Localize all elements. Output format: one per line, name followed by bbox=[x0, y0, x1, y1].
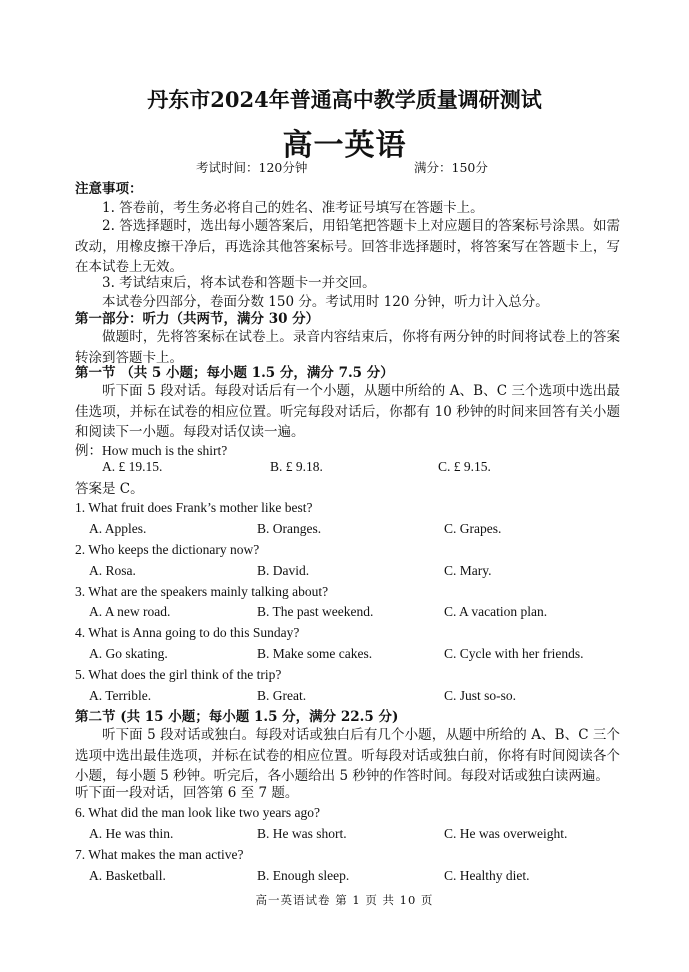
option-c: C. A vacation plan. bbox=[444, 604, 548, 619]
option-c: C. Mary. bbox=[444, 563, 492, 578]
question-text: 5. What does the girl think of the trip? bbox=[75, 667, 282, 682]
full-score: 满分：150分 bbox=[414, 160, 488, 175]
option-c: C. Cycle with her friends. bbox=[444, 646, 584, 661]
section2-heading: 第二节 (共 15 小题；每小题 1.5 分，满分 22.5 分) bbox=[75, 709, 399, 725]
section2-lead: 听下面一段对话，回答第 6 至 7 题。 bbox=[75, 785, 299, 801]
example-option-b: B. £ 9.18. bbox=[270, 459, 323, 474]
option-b: B. The past weekend. bbox=[257, 604, 374, 619]
question-text: 2. Who keeps the dictionary now? bbox=[75, 542, 260, 557]
question-text: 1. What fruit does Frank’s mother like best? bbox=[75, 500, 313, 515]
option-c: C. Healthy diet. bbox=[444, 868, 530, 883]
notice-item-1: 1. 答卷前，考生务必将自己的姓名、准考证号填写在答题卡上。 bbox=[102, 200, 484, 216]
question-text: 7. What makes the man active? bbox=[75, 847, 244, 862]
option-a: A. Go skating. bbox=[89, 646, 168, 661]
part1-instruction: 做题时，先将答案标在试卷上。录音内容结束后，你将有两分钟的时间将试卷上的答案转涂到答题卡上。 bbox=[75, 329, 620, 366]
option-a: A. A new road. bbox=[89, 604, 171, 619]
exam-title: 丹东市2024年普通高中教学质量调研测试 bbox=[147, 87, 542, 112]
example-option-c: C. £ 9.15. bbox=[438, 459, 491, 474]
option-c: C. He was overweight. bbox=[444, 826, 568, 841]
option-b: B. David. bbox=[257, 563, 310, 578]
section1-heading: 第一节 （共 5 小题；每小题 1.5 分，满分 7.5 分） bbox=[75, 365, 394, 381]
option-a: A. Terrible. bbox=[89, 688, 152, 703]
option-b: B. Make some cakes. bbox=[257, 646, 373, 661]
notice-item-2: 2. 答选择题时，选出每小题答案后，用铅笔把答题卡上对应题目的答案标号涂黑。如需改动，用橡皮擦干净后，再选涂其他答案标号。回答非选择题时，将答案写在答题卡上，写在本试卷上无效。 bbox=[75, 218, 620, 276]
option-c: C. Grapes. bbox=[444, 521, 502, 536]
option-a: A. Basketball. bbox=[89, 868, 166, 883]
question-text: 4. What is Anna going to do this Sunday? bbox=[75, 625, 300, 640]
question-text: 3. What are the speakers mainly talking about? bbox=[75, 584, 329, 599]
option-c: C. Just so-so. bbox=[444, 688, 517, 703]
subject-title: 高一英语 bbox=[282, 128, 407, 163]
example-answer: 答案是 C。 bbox=[75, 481, 144, 497]
option-a: A. He was thin. bbox=[89, 826, 174, 841]
option-b: B. Enough sleep. bbox=[257, 868, 350, 883]
question-text: 6. What did the man look like two years ago? bbox=[75, 805, 320, 820]
part1-heading: 第一部分：听力（共两节，满分 30 分） bbox=[75, 311, 320, 327]
exam-time: 考试时间：120分钟 bbox=[196, 160, 308, 175]
notice-item-3: 3. 考试结束后，将本试卷和答题卡一并交回。 bbox=[102, 275, 376, 291]
option-a: A. Apples. bbox=[89, 521, 147, 536]
option-b: B. He was short. bbox=[257, 826, 347, 841]
example-option-a: A. £ 19.15. bbox=[102, 459, 163, 474]
page-footer: 高一英语试卷 第 1 页 共 10 页 bbox=[255, 893, 434, 907]
option-b: B. Oranges. bbox=[257, 521, 322, 536]
notice-summary: 本试卷分四部分，卷面分数 150 分。考试用时 120 分钟，听力计入总分。 bbox=[102, 294, 549, 310]
section2-instruction: 听下面 5 段对话或独白。每段对话或独白后有几个小题，从题中所给的 A、B、C 三个选项中选出最佳选项，并标在试卷的相应位置。听每段对话或独白前，你将有时间阅读各个小题，每小题 5 秒钟。听完后，各小题给出 5 秒钟的作答时间。每段对话或独白读两遍。 bbox=[75, 727, 620, 785]
example-question: 例：How much is the shirt? bbox=[75, 443, 228, 458]
option-b: B. Great. bbox=[257, 688, 307, 703]
option-a: A. Rosa. bbox=[89, 563, 136, 578]
section1-instruction: 听下面 5 段对话。每段对话后有一个小题，从题中所给的 A、B、C 三个选项中选出最佳选项，并标在试卷的相应位置。听完每段对话后，你都有 10 秒钟的时间来回答有关小题和阅读下一小题。每段对话仅读一遍。 bbox=[75, 383, 620, 441]
notice-heading: 注意事项： bbox=[75, 181, 143, 197]
